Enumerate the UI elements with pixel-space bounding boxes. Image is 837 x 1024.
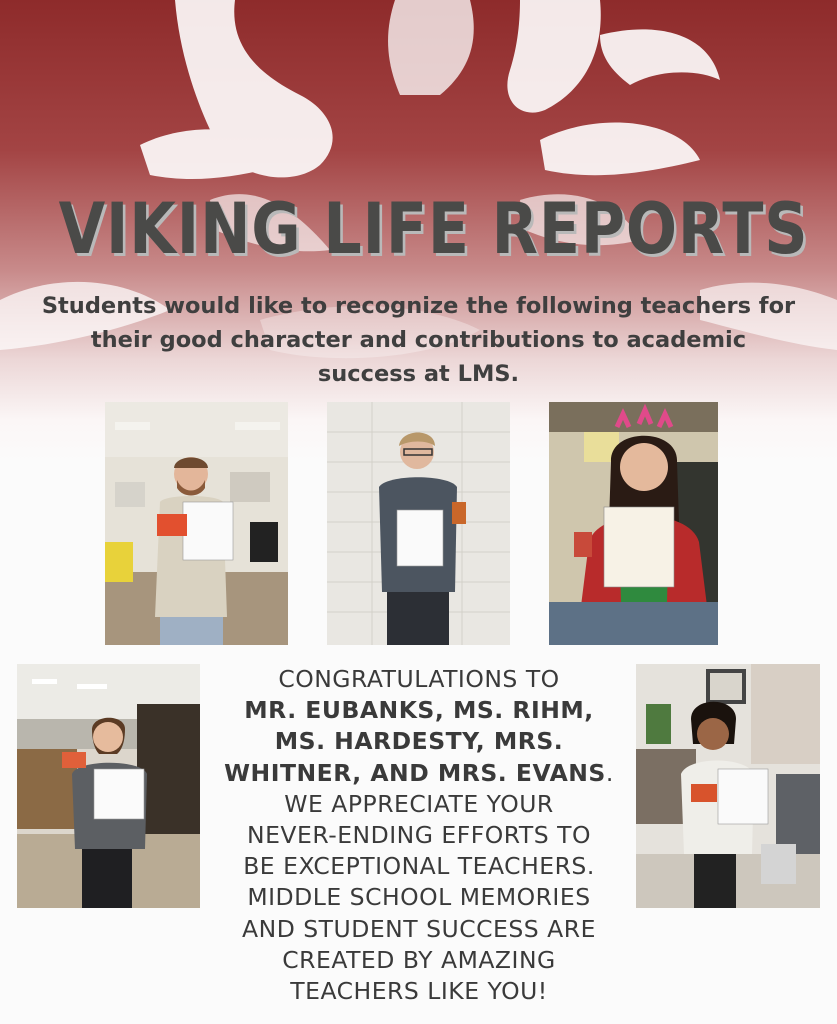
subtitle — [0, 289, 837, 391]
message-names-line — [205, 726, 633, 757]
message-line: BE EXCEPTIONAL TEACHERS. — [243, 852, 595, 881]
teacher-names: MR. EUBANKS, MS. RIHM, — [244, 696, 594, 725]
subtitle-line: success at LMS. — [317, 361, 520, 387]
message-line: WE APPRECIATE YOUR — [284, 789, 554, 818]
teacher-photo-2 — [327, 402, 510, 645]
message-line: NEVER-ENDING EFFORTS TO — [246, 821, 591, 850]
congratulations-message — [205, 664, 633, 1007]
message-names-line — [205, 758, 633, 789]
message-line: CONGRATULATIONS TO — [278, 665, 560, 693]
teacher-photo-1 — [105, 402, 288, 645]
subtitle-line: Students would like to recognize the following teachers for — [41, 293, 796, 319]
message-line: MIDDLE SCHOOL MEMORIES — [247, 883, 591, 912]
poster-title: VIKING LIFE REPORTS — [58, 188, 809, 270]
subtitle-line: their good character and contributions to academic — [90, 327, 747, 353]
message-names-line — [205, 695, 633, 726]
message-punctuation: . — [605, 758, 614, 787]
teacher-photo-3 — [549, 402, 718, 645]
teacher-names: WHITNER, AND MRS. EVANS — [224, 758, 606, 787]
teacher-photo-4 — [17, 664, 200, 908]
message-line: TEACHERS LIKE YOU! — [290, 977, 548, 1006]
message-line: CREATED BY AMAZING — [282, 945, 556, 974]
message-line: AND STUDENT SUCCESS ARE — [242, 914, 596, 943]
teacher-names: MS. HARDESTY, MRS. — [274, 727, 564, 756]
teacher-photo-5 — [636, 664, 820, 908]
